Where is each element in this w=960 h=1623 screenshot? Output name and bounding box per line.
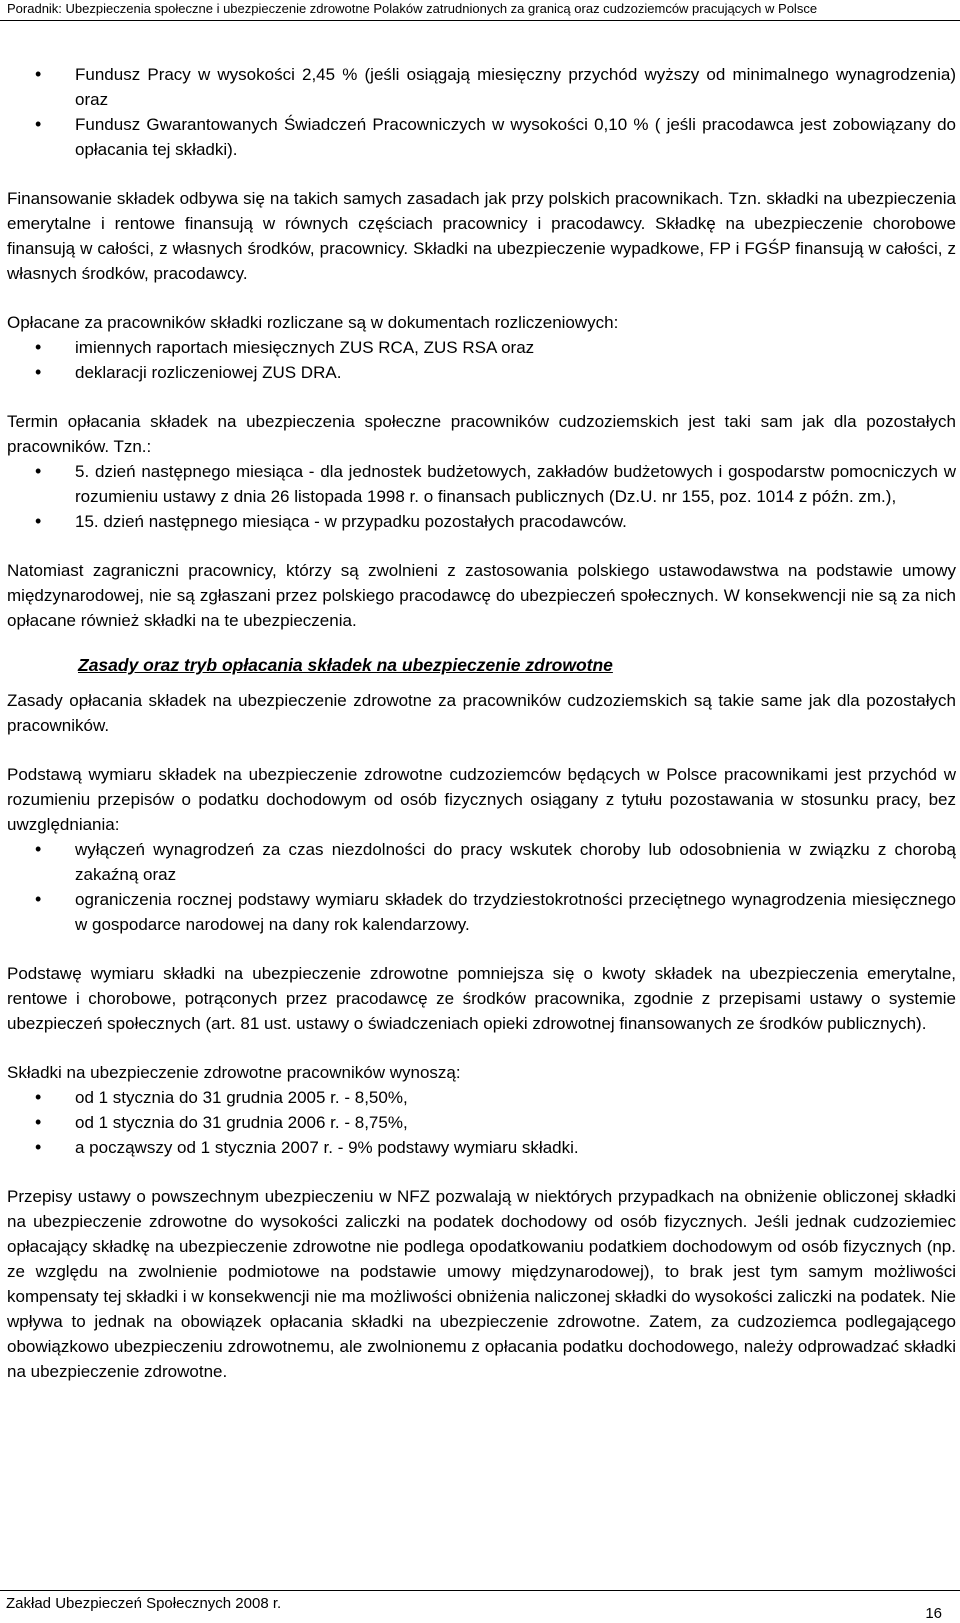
- funds-list: [7, 62, 956, 162]
- paragraph-nfz: Przepisy ustawy o powszechnym ubezpieczeniu w NFZ pozwalają w niektórych przypadkach na obniżenie obliczonej składki na ubezpieczenie zdrowotne do wysokości zaliczki na podatek dochodowy od osób fizycznych. Jeśli jednak cudzoziemiec opłacający składkę na ubezpieczenie zdrowotne nie podlega opodatkowaniu podatkiem dochodowym od osób fizycznych (np. ze względu na zwolnienie podmiotowe na podstawie umowy międzynarodowej), to brak jest tym samym możliwości kompensaty tej składki i w konsekwencji nie ma możliwości obniżenia naliczonej składki do wysokości zaliczki na podatek. Nie wpływa to jednak na obowiązek opłacania składki na ubezpieczenie zdrowotne. Zatem, za cudzoziemca podlegającego obowiązkowo ubezpieczeniu zdrowotnemu, ale zwolnionemu z opłacania podatku dochodowego, należy odprowadzać składki na ubezpieczenie zdrowotne.: [7, 1187, 956, 1381]
- exclusions-list: [7, 837, 956, 937]
- list-item: • Fundusz Gwarantowanych Świadczeń Pracowniczych w wysokości 0,10 % ( jeśli pracodawca jest zobowiązany do opłacania tej składki).: [7, 112, 956, 162]
- paragraph-health-rules: Zasady opłacania składek na ubezpieczenie zdrowotne za pracowników cudzoziemskich są takie same jak dla pozostałych pracowników.: [7, 691, 956, 735]
- paragraph-settlement: Opłacane za pracowników składki rozliczane są w dokumentach rozliczeniowych:: [7, 313, 619, 332]
- footer-publisher: Zakład Ubezpieczeń Społecznych 2008 r.: [6, 1595, 282, 1612]
- document-body: [7, 62, 956, 1384]
- section-heading: Zasady oraz tryb opłacania składek na ubezpieczenie zdrowotne: [78, 655, 613, 675]
- paragraph-exempt-workers: Natomiast zagraniczni pracownicy, którzy są zwolnieni z zastosowania polskiego ustawodawstwa na podstawie umowy międzynarodowej, nie są zgłaszani przez polskiego pracodawcę do ubezpieczeń społecznych. W konsekwencji nie są za nich opłacane również składki na te ubezpieczenia.: [7, 561, 956, 630]
- paragraph-financing: Finansowanie składek odbywa się na takich samych zasadach jak przy polskich pracownikach. Tzn. składki na ubezpieczenia emerytalne i rentowe finansują w równych częściach pracownicy i pracodawcy. Składkę na ubezpieczenie chorobowe finansują w całości, z własnych środków, pracownicy. Składki na ubezpieczenie wypadkowe, FP i FGŚP finansują w całości, z własnych środków, pracodawcy.: [7, 189, 956, 283]
- documents-list: [7, 335, 956, 385]
- header-title: Poradnik: Ubezpieczenia społeczne i ubezpieczenie zdrowotne Polaków zatrudnionych za granicą oraz cudzoziemców pracujących w Polsce: [7, 1, 818, 16]
- paragraph-basis-reduction: Podstawę wymiaru składki na ubezpieczenie zdrowotne pomniejsza się o kwoty składek na ubezpieczenia emerytalne, rentowe i chorobowe, potrąconych przez pracodawcę ze środków pracownika, zgodnie z przepisami ustawy o systemie ubezpieczeń społecznych (art. 81 ust. ustawy o świadczeniach opieki zdrowotnej finansowanych ze środków publicznych).: [7, 964, 956, 1033]
- list-item: • wyłączeń wynagrodzeń za czas niezdolności do pracy wskutek choroby lub odosobnienia w związku z chorobą zakaźną oraz: [7, 837, 956, 887]
- page-header: [0, 0, 960, 21]
- list-item: • 5. dzień następnego miesiąca - dla jednostek budżetowych, zakładów budżetowych i gospodarstw pomocniczych w rozumieniu ustawy z dnia 26 listopada 1998 r. o finansach publicznych (Dz.U. nr 155, poz. 1014 z późn. zm.),: [7, 459, 956, 509]
- paragraph-deadline: Termin opłacania składek na ubezpieczenia społeczne pracowników cudzoziemskich jest taki sam jak dla pozostałych pracowników. Tzn.:: [7, 412, 956, 456]
- page-number: 16: [925, 1605, 942, 1622]
- page-footer: [0, 1590, 960, 1623]
- list-item: • a począwszy od 1 stycznia 2007 r. - 9% podstawy wymiaru składki.: [7, 1135, 956, 1160]
- paragraph-health-basis: Podstawą wymiaru składek na ubezpieczenie zdrowotne cudzoziemców będących w Polsce pracownikami jest przychód w rozumieniu przepisów o podatku dochodowym od osób fizycznych osiągany z tytułu pozostawania w stosunku pracy, bez uwzględniania:: [7, 765, 956, 834]
- list-item: • 15. dzień następnego miesiąca - w przypadku pozostałych pracodawców.: [7, 509, 956, 534]
- list-item: • imiennych raportach miesięcznych ZUS RCA, ZUS RSA oraz: [7, 335, 956, 360]
- list-item: • od 1 stycznia do 31 grudnia 2006 r. - 8,75%,: [7, 1110, 956, 1135]
- list-item: • od 1 stycznia do 31 grudnia 2005 r. - 8,50%,: [7, 1085, 956, 1110]
- list-item: • Fundusz Pracy w wysokości 2,45 % (jeśli osiągają miesięczny przychód wyższy od minimalnego wynagrodzenia) oraz: [7, 62, 956, 112]
- list-item: • ograniczenia rocznej podstawy wymiaru składek do trzydziestokrotności przeciętnego wynagrodzenia miesięcznego w gospodarce narodowej na dany rok kalendarzowy.: [7, 887, 956, 937]
- paragraph-rates-intro: Składki na ubezpieczenie zdrowotne pracowników wynoszą:: [7, 1063, 461, 1082]
- list-item: • deklaracji rozliczeniowej ZUS DRA.: [7, 360, 956, 385]
- rates-list: [7, 1085, 956, 1160]
- deadline-list: [7, 459, 956, 534]
